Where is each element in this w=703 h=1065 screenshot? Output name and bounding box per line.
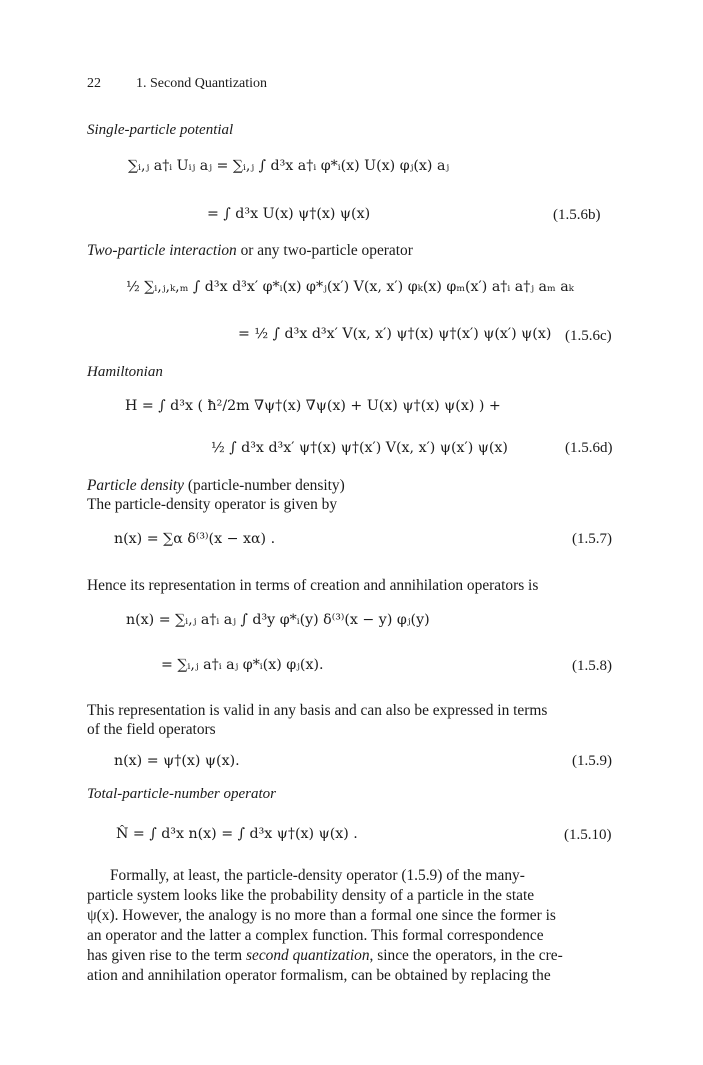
equation-number-1-5-6b: (1.5.6b) [553, 207, 601, 223]
equation-two-particle-line2: = ½ ∫ d³x d³x′ V(x, x′) ψ†(x) ψ†(x′) ψ(x′) ψ(x) [238, 326, 552, 342]
equation-number-1-5-6d: (1.5.6d) [565, 440, 613, 456]
closing-paragraph-line4: an operator and the latter a complex function. This formal correspondence [87, 927, 544, 944]
heading-particle-density-italic: Particle density [87, 477, 185, 494]
equation-hamiltonian-line1: H = ∫ d³x ( ħ²/2m ∇ψ†(x) ∇ψ(x) + U(x) ψ†(x) ψ(x) ) + [125, 398, 501, 414]
closing-paragraph-line3: ψ(x). However, the analogy is no more than a formal one since the former is [87, 907, 556, 924]
equation-number-1-5-6c: (1.5.6c) [565, 328, 612, 344]
heading-two-particle-interaction [87, 241, 413, 261]
closing-paragraph-line6: ation and annihilation operator formalism, can be obtained by replacing the [87, 967, 551, 984]
heading-particle-density-suffix: (particle-number density) [184, 477, 345, 494]
running-head-chapter-title: 1. Second Quantization [136, 76, 268, 91]
equation-number-1-5-10: (1.5.10) [564, 827, 612, 843]
equation-density-representation-line1: n(x) = ∑ᵢ,ⱼ a†ᵢ aⱼ ∫ d³y φ*ᵢ(y) δ⁽³⁾(x − y) φⱼ(y) [126, 612, 430, 628]
equation-field-operator-density: n(x) = ψ†(x) ψ(x). [114, 753, 240, 769]
heading-single-particle-potential: Single-particle potential [87, 122, 234, 138]
particle-density-intro: The particle-density operator is given by [87, 496, 338, 513]
equation-particle-density: n(x) = ∑α δ⁽³⁾(x − xα) . [114, 531, 276, 547]
closing-paragraph-line5 [87, 946, 617, 966]
heading-hamiltonian: Hamiltonian [87, 364, 163, 380]
equation-number-1-5-7: (1.5.7) [572, 531, 612, 547]
closing-paragraph-line1: Formally, at least, the particle-density operator (1.5.9) of the many- [110, 867, 525, 884]
equation-density-representation-line2: = ∑ᵢ,ⱼ a†ᵢ aⱼ φ*ᵢ(x) φⱼ(x). [161, 657, 324, 673]
equation-total-particle-number: N̂ = ∫ d³x n(x) = ∫ d³x ψ†(x) ψ(x) . [116, 826, 358, 842]
equation-two-particle-line1: ½ ∑ᵢ,ⱼ,ₖ,ₘ ∫ d³x d³x′ φ*ᵢ(x) φ*ⱼ(x′) V(x, x′) φₖ(x) φₘ(x′) a†ᵢ a†ⱼ aₘ aₖ [126, 279, 574, 295]
term-second-quantization: second quantization [246, 947, 370, 964]
valid-basis-text-line1: This representation is valid in any basis and can also be expressed in terms [87, 702, 548, 719]
heading-two-particle-suffix: or any two-particle operator [236, 242, 413, 259]
page-number: 22 [87, 76, 101, 91]
equation-hamiltonian-line2: ½ ∫ d³x d³x′ ψ†(x) ψ†(x′) V(x, x′) ψ(x′) ψ(x) [211, 440, 508, 456]
closing-paragraph-line2: particle system looks like the probability density of a particle in the state [87, 887, 535, 904]
heading-total-particle-number: Total-particle-number operator [87, 786, 277, 802]
equation-single-particle-line1: ∑ᵢ,ⱼ a†ᵢ Uᵢⱼ aⱼ = ∑ᵢ,ⱼ ∫ d³x a†ᵢ φ*ᵢ(x) U(x) φⱼ(x) aⱼ [128, 158, 450, 174]
heading-two-particle-interaction-italic: Two-particle interaction [87, 242, 237, 259]
heading-particle-density [87, 476, 345, 496]
equation-number-1-5-8: (1.5.8) [572, 658, 612, 674]
equation-single-particle-line2: = ∫ d³x U(x) ψ†(x) ψ(x) [207, 206, 371, 222]
closing-line5-pre: has given rise to the term [87, 947, 246, 964]
hence-representation-text: Hence its representation in terms of creation and annihilation operators is [87, 577, 539, 594]
closing-line5-post: , since the operators, in the cre- [369, 947, 563, 964]
equation-number-1-5-9: (1.5.9) [572, 753, 612, 769]
valid-basis-text-line2: of the field operators [87, 721, 216, 738]
